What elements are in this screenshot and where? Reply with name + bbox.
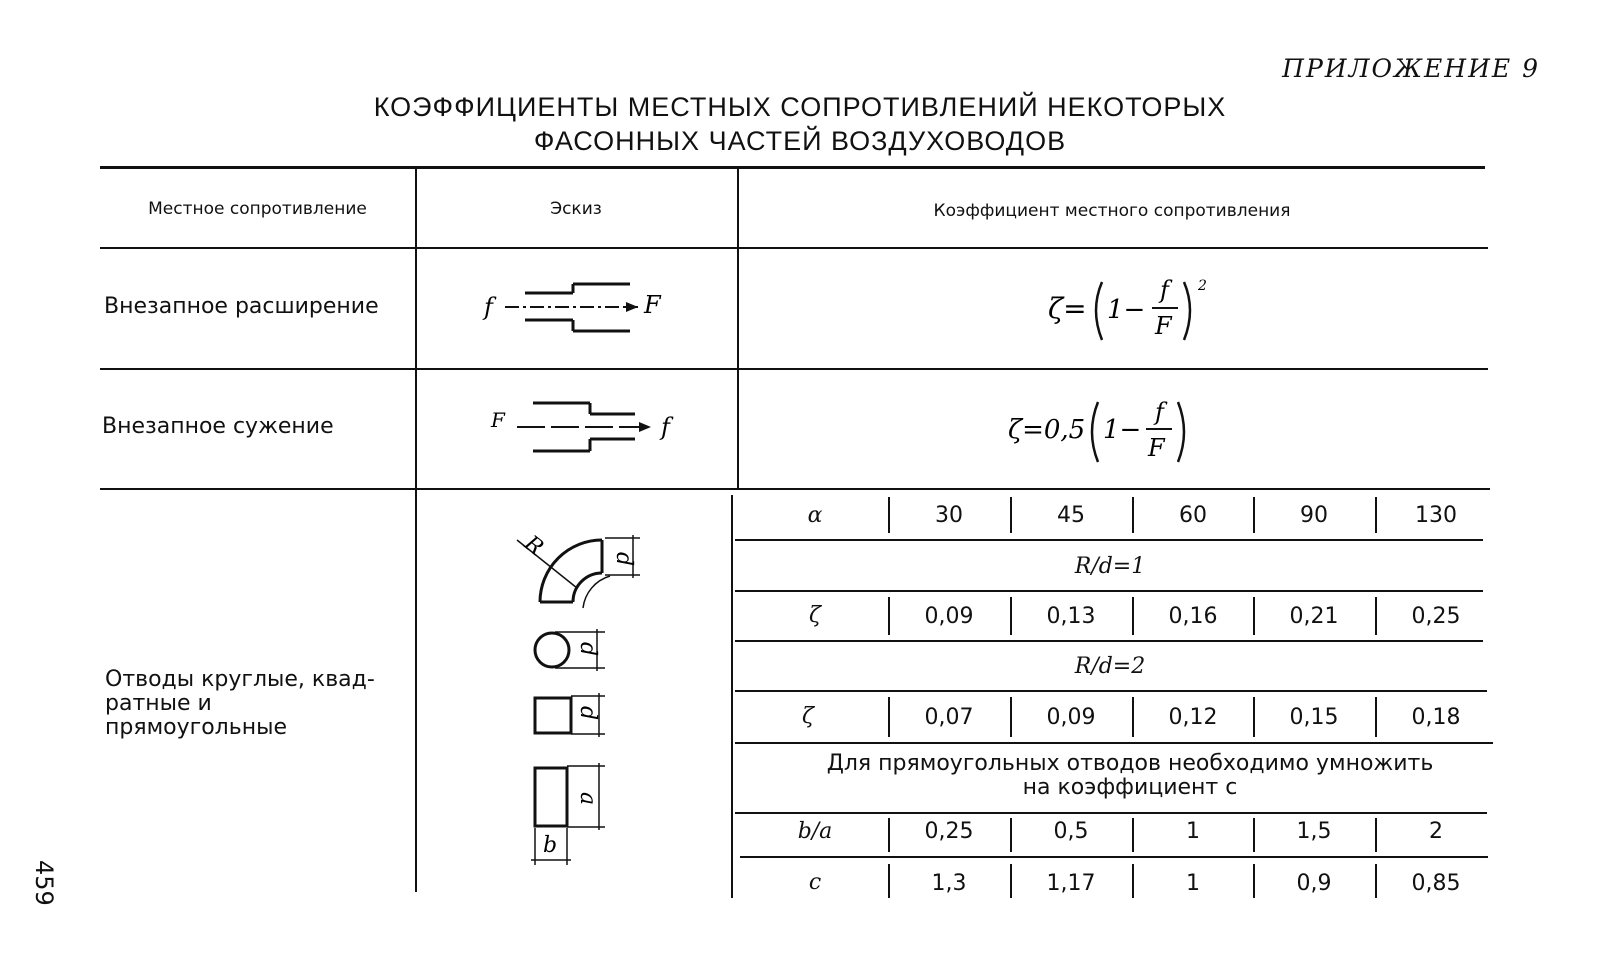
- sketch-label-a: a: [575, 792, 600, 806]
- c-value-cell: 1: [1186, 871, 1200, 896]
- bends-sketch: [505, 520, 655, 880]
- column-divider-2-lower: [731, 495, 733, 898]
- expansion-formula-num: f: [1160, 276, 1169, 304]
- rd2-value-cell: 0,09: [1046, 705, 1096, 730]
- sketch-label-R: R: [519, 531, 548, 561]
- subtable-rule-1: [735, 539, 1483, 541]
- subtable-rule-2: [735, 590, 1483, 592]
- rd2-value-cell: 0,07: [924, 705, 974, 730]
- page-title: [330, 90, 1270, 158]
- ba-label: b/a: [797, 819, 833, 844]
- rect-note-line-2: на коэффициент с: [1022, 775, 1238, 800]
- alpha-label: α: [807, 503, 823, 528]
- sketch-label-b: b: [543, 833, 558, 858]
- angle-cell: 45: [1057, 503, 1085, 528]
- subtable-rule-6: [735, 812, 1487, 814]
- rd1-value-cell: 0,21: [1289, 604, 1339, 629]
- angle-cell: 130: [1415, 503, 1457, 528]
- contraction-sketch-right-label: f: [661, 413, 670, 441]
- contraction-sketch: [485, 393, 685, 463]
- row-bends-name-line-1: Отводы круглые, квад-: [105, 667, 375, 692]
- c-value-cell: 1,3: [931, 871, 967, 896]
- rd1-value-cell: 0,13: [1046, 604, 1096, 629]
- sketch-label-d-1: d: [611, 552, 636, 567]
- ba-value-cell: 0,5: [1053, 819, 1089, 844]
- subtable-rule-4: [735, 690, 1487, 692]
- sketch-label-d-2: d: [575, 642, 600, 657]
- rd2-value-cell: 0,12: [1168, 705, 1218, 730]
- expansion-formula-den: F: [1155, 312, 1172, 340]
- c-label: c: [808, 870, 822, 895]
- sketch-label-d-3: d: [575, 706, 600, 721]
- header-bottom-rule: [100, 247, 1488, 249]
- rd1-value-cell: 0,09: [924, 604, 974, 629]
- expansion-sketch: [470, 275, 680, 345]
- row-bends-name-line-2: ратные и прямоугольные: [105, 691, 287, 740]
- contraction-formula-den: F: [1148, 434, 1165, 462]
- angle-cell: 60: [1179, 503, 1207, 528]
- row-bends-name: [105, 668, 400, 740]
- header-sketch: Эскиз: [550, 199, 602, 219]
- table-top-rule: [100, 166, 1485, 169]
- rect-note: [760, 752, 1500, 800]
- c-value-cell: 0,85: [1411, 871, 1461, 896]
- angle-cell: 30: [935, 503, 963, 528]
- contraction-formula-one: 1−: [1103, 415, 1142, 445]
- c-value-cell: 1,17: [1046, 871, 1096, 896]
- rd1-value-cell: 0,25: [1411, 604, 1461, 629]
- rd2-value-cell: 0,18: [1411, 705, 1461, 730]
- column-divider-1: [415, 168, 417, 892]
- row2-bottom-rule: [100, 488, 1490, 490]
- zeta2-label: ζ: [802, 704, 814, 729]
- expansion-formula-one: 1−: [1107, 295, 1146, 325]
- zeta1-label: ζ: [809, 603, 821, 628]
- expansion-sketch-right-label: F: [644, 291, 661, 319]
- expansion-sketch-left-label: f: [484, 293, 493, 321]
- expansion-formula-exponent: 2: [1198, 278, 1207, 294]
- row1-bottom-rule: [100, 368, 1488, 370]
- ba-value-cell: 1: [1186, 819, 1200, 844]
- title-line-2: ФАСОННЫХ ЧАСТЕЙ ВОЗДУХОВОДОВ: [533, 126, 1067, 156]
- rd1-label: R/d=1: [1074, 554, 1146, 579]
- expansion-formula: [1040, 270, 1220, 350]
- ba-value-cell: 0,25: [924, 819, 974, 844]
- row-expansion-name: Внезапное расширение: [104, 294, 379, 319]
- ba-value-cell: 2: [1429, 819, 1443, 844]
- subtable-rule-5: [735, 742, 1493, 744]
- rd2-label: R/d=2: [1074, 654, 1146, 679]
- contraction-formula-lhs: ζ=0,5: [1008, 415, 1086, 445]
- row-contraction-name: Внезапное сужение: [102, 414, 334, 439]
- expansion-formula-lhs: ζ=: [1048, 292, 1087, 325]
- header-resistance: Местное сопротивление: [148, 199, 367, 219]
- rd2-value-cell: 0,15: [1289, 705, 1339, 730]
- contraction-formula-num: f: [1155, 398, 1164, 426]
- contraction-sketch-left-label: F: [491, 408, 505, 432]
- rd1-value-cell: 0,16: [1168, 604, 1218, 629]
- rect-note-line-1: Для прямоугольных отводов необходимо умножить: [826, 751, 1434, 776]
- angle-cell: 90: [1300, 503, 1328, 528]
- subtable-rule-3: [735, 640, 1483, 642]
- contraction-formula: [1000, 392, 1200, 472]
- subtable-rule-7: [740, 856, 1488, 858]
- appendix-label: ПРИЛОЖЕНИЕ 9: [1282, 54, 1540, 83]
- title-line-1: КОЭФФИЦИЕНТЫ МЕСТНЫХ СОПРОТИВЛЕНИЙ НЕКОТОРЫХ: [373, 92, 1227, 122]
- page-number: 459: [30, 860, 58, 906]
- c-value-cell: 0,9: [1296, 871, 1332, 896]
- header-coefficient: Коэффициент местного сопротивления: [933, 201, 1291, 221]
- ba-value-cell: 1,5: [1296, 819, 1332, 844]
